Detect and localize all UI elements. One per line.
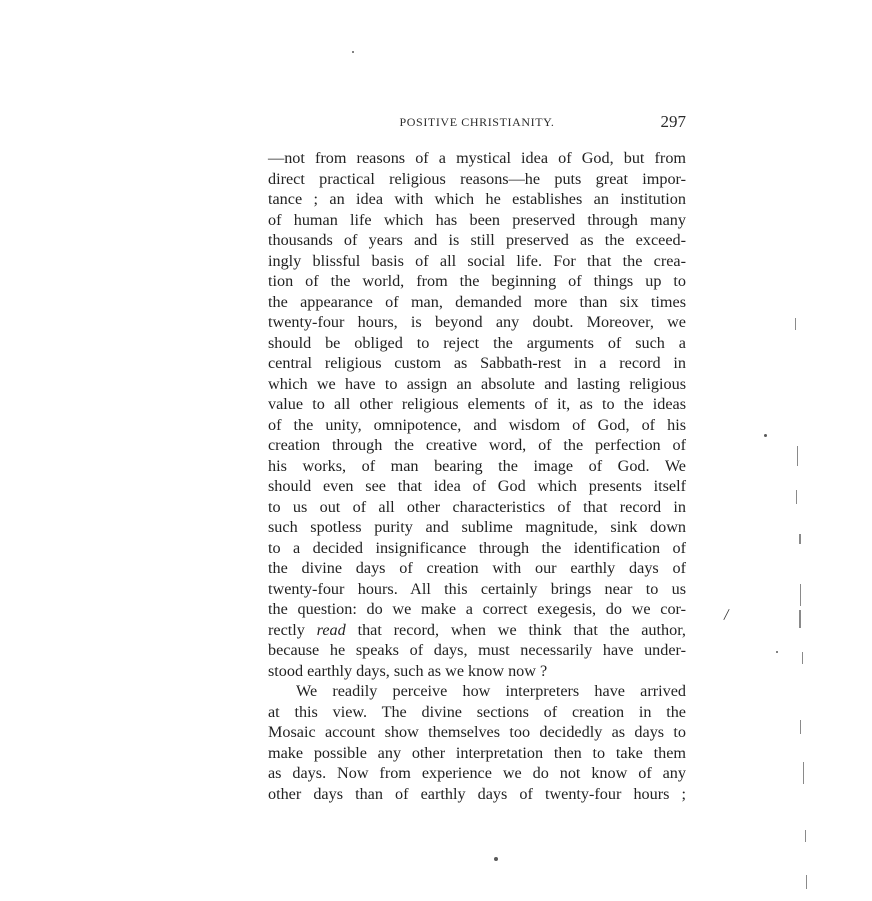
text-line: tion of the world, from the beginning of things up to: [268, 272, 686, 290]
margin-bleed-mark: [802, 652, 803, 664]
text-line: value to all other religious elements of it, as to the ideas: [268, 395, 686, 413]
text-line: the appearance of man, demanded more than six times: [268, 292, 686, 311]
text-line: should be obliged to reject the arguments of such a: [268, 333, 686, 352]
text-line: to a decided insignificance through the identification of: [268, 538, 686, 557]
text-line: creation through the creative word, of the perfection of: [268, 436, 686, 454]
ink-speck: [764, 434, 767, 437]
text-line: the divine days of creation with our earthly days of: [268, 559, 686, 577]
text-line: of the unity, omnipotence, and wisdom of God, of his: [268, 415, 686, 434]
text-line: —not from reasons of a mystical idea of God, but from: [268, 149, 686, 167]
text-line-with-italic: [268, 620, 686, 641]
text-line: as days. Now from experience we do not know of any: [268, 764, 686, 782]
margin-bleed-mark: [796, 490, 797, 504]
margin-bleed-mark: [806, 875, 807, 889]
ink-speck: [494, 857, 498, 861]
italic-word: read: [316, 620, 346, 639]
ink-speck: [352, 51, 354, 53]
paragraph-end-line: stood earthly days, such as we know now ?: [268, 661, 548, 680]
text-line: twenty-four hours, is beyond any doubt. Moreover, we: [268, 313, 686, 331]
margin-bleed-mark: [803, 762, 804, 784]
text-line: because he speaks of days, must necessarily have under-: [268, 641, 686, 659]
text-line: make possible any other interpretation then to take them: [268, 743, 686, 762]
text-line: twenty-four hours. All this certainly brings near to us: [268, 579, 686, 598]
margin-bleed-mark: [799, 610, 801, 628]
text-line: ingly blissful basis of all social life. For that the crea-: [268, 251, 686, 270]
margin-pencil-mark: /: [722, 604, 731, 625]
page-number: 297: [660, 112, 686, 131]
text-segment: that record, when we think that the author,: [345, 620, 686, 639]
text-line: other days than of earthly days of twenty-four hours ;: [268, 784, 686, 803]
running-head: [268, 112, 686, 134]
body-text: [268, 148, 686, 804]
text-line: Mosaic account show themselves too decidedly as days to: [268, 723, 686, 741]
margin-bleed-mark: [799, 534, 801, 544]
text-segment: rectly: [268, 620, 317, 639]
text-line: the question: do we make a correct exegesis, do we cor-: [268, 600, 686, 618]
text-line: at this view. The divine sections of creation in the: [268, 702, 686, 721]
text-line: thousands of years and is still preserved as the exceed-: [268, 231, 686, 249]
text-line: to us out of all other characteristics of that record in: [268, 497, 686, 516]
margin-bleed-mark: [797, 446, 798, 466]
text-line: direct practical religious reasons—he puts great impor-: [268, 169, 686, 188]
text-line: which we have to assign an absolute and lasting religious: [268, 374, 686, 393]
text-line: of human life which has been preserved through many: [268, 210, 686, 229]
margin-bleed-mark: [800, 584, 801, 606]
margin-bleed-mark: [800, 720, 801, 734]
paragraph-first-line: We readily perceive how interpreters have arrived: [296, 682, 686, 700]
text-line: his works, of man bearing the image of God. We: [268, 456, 686, 475]
running-title: POSITIVE CHRISTIANITY.: [399, 115, 555, 129]
text-line: tance ; an idea with which he establishes an institution: [268, 190, 686, 208]
text-line: central religious custom as Sabbath-rest in a record in: [268, 354, 686, 372]
margin-bleed-mark: [805, 830, 806, 842]
text-line: should even see that idea of God which presents itself: [268, 477, 686, 495]
margin-bleed-mark: [795, 318, 796, 330]
ink-speck: [776, 651, 778, 653]
text-line: such spotless purity and sublime magnitude, sink down: [268, 518, 686, 536]
